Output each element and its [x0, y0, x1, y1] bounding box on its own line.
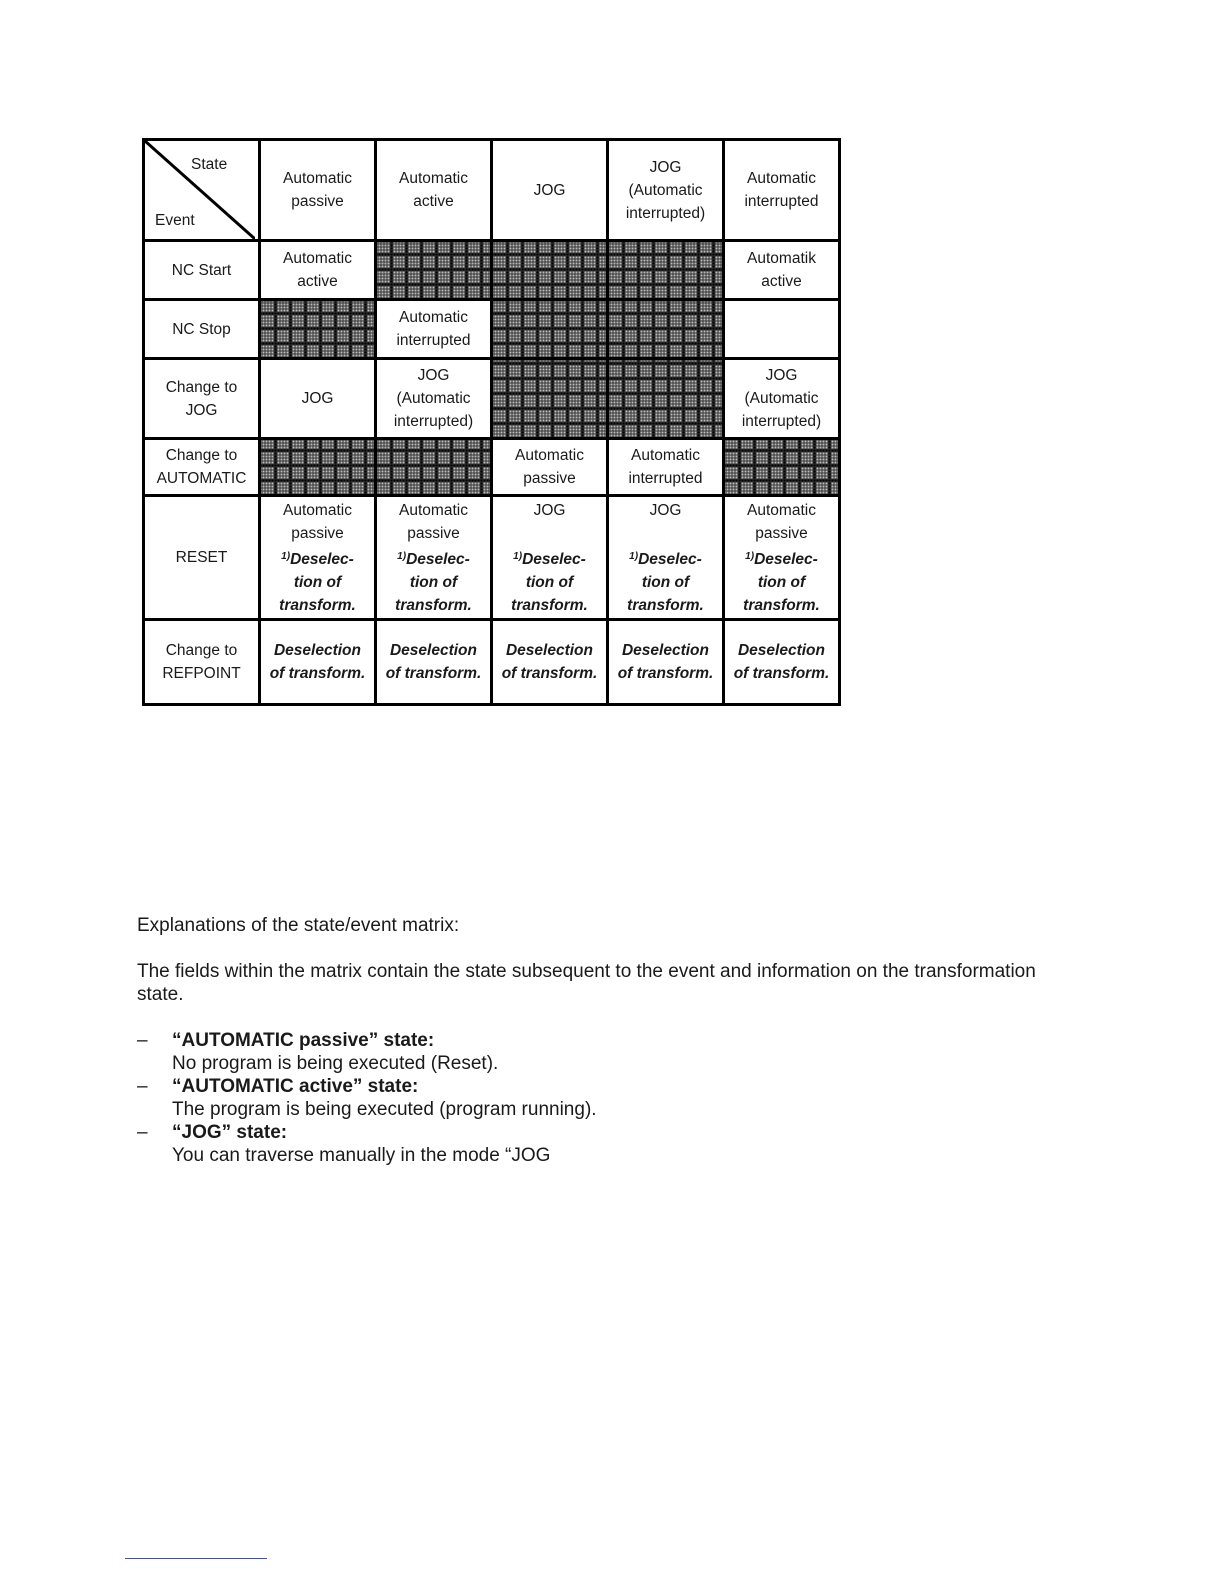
column-header-line: Automatic — [399, 170, 468, 187]
reset-note-line: tion of — [641, 573, 690, 591]
cell-state-line: Automatic — [283, 250, 352, 267]
matrix-cell — [376, 359, 492, 439]
matrix-cell-hatched — [608, 300, 724, 359]
reset-note-text: Deselec- — [406, 550, 470, 568]
matrix-cell — [260, 620, 376, 705]
matrix-cell — [492, 496, 608, 620]
explanations — [137, 914, 1037, 1167]
deselection-note-line: of transform. — [733, 665, 830, 682]
deselection-note-line: Deselection — [737, 642, 825, 659]
reset-note-line: tion of — [757, 573, 806, 591]
matrix-cell — [260, 241, 376, 300]
matrix-cell — [376, 496, 492, 620]
column-header-line: interrupted — [744, 193, 819, 210]
footnote-mark: 1) — [629, 550, 639, 562]
deselection-note-line: of transform. — [269, 665, 366, 682]
footnote-mark: 1) — [745, 550, 755, 562]
event-label-line: NC Stop — [172, 320, 231, 338]
event-label-cell — [144, 620, 260, 705]
deselection-note-line: Deselection — [621, 642, 709, 659]
footnote-mark: 1) — [281, 550, 291, 562]
matrix-cell-hatched — [724, 439, 840, 496]
cell-state-line — [609, 522, 722, 545]
matrix-cell — [376, 620, 492, 705]
deselection-note-line: of transform. — [501, 665, 598, 682]
list-dash: – — [137, 1076, 148, 1097]
reset-note-line: transform. — [395, 596, 472, 614]
matrix-row-change-to-automatic — [144, 439, 840, 496]
cell-state-line: Automatic — [747, 501, 816, 519]
matrix-cell — [608, 496, 724, 620]
event-label-line: REFPOINT — [162, 665, 241, 682]
event-label-line: NC Start — [171, 261, 232, 279]
matrix-row-reset — [144, 496, 840, 620]
cell-state-line: Automatic — [399, 309, 468, 326]
column-header-automatic-passive — [260, 140, 376, 241]
corner-state-label: State — [191, 156, 228, 173]
state-event-matrix — [142, 138, 841, 706]
reset-note-line: transform. — [743, 596, 820, 614]
cell-state-line: passive — [291, 524, 344, 542]
reset-note-line: transform. — [279, 596, 356, 614]
column-header-line: passive — [291, 193, 344, 210]
explanation-item — [137, 1121, 1037, 1167]
cell-state-line: interrupted) — [741, 413, 822, 430]
deselection-note-line: of transform. — [617, 665, 714, 682]
cell-state-line: Automatic — [515, 447, 584, 464]
deselection-note-line: of transform. — [385, 665, 482, 682]
explanation-item — [137, 1075, 1037, 1121]
explanations-title: Explanations of the state/event matrix: — [137, 915, 460, 936]
matrix-row-change-to-jog — [144, 359, 840, 439]
reset-note-text: Deselec- — [638, 550, 702, 568]
reset-note-line — [493, 545, 606, 571]
column-header-line: Automatic — [747, 170, 816, 187]
cell-state-line: interrupted — [628, 470, 703, 487]
matrix-cell-hatched — [608, 359, 724, 439]
column-header-line: JOG — [649, 158, 682, 176]
cell-state-line: (Automatic — [744, 390, 819, 407]
column-header-line: active — [413, 193, 454, 210]
cell-state-line: interrupted) — [393, 413, 474, 430]
matrix-cell — [492, 439, 608, 496]
event-label-line: Change to — [165, 378, 238, 396]
event-label-cell — [144, 241, 260, 300]
reset-note-line: tion of — [293, 573, 342, 591]
matrix-cell-hatched — [608, 241, 724, 300]
matrix-body — [144, 140, 840, 705]
explanation-item — [137, 1029, 1037, 1075]
cell-state-line: passive — [407, 524, 460, 542]
column-header-line: (Automatic — [628, 181, 703, 199]
cell-state-line: JOG — [533, 501, 566, 519]
matrix-cell-hatched — [260, 439, 376, 496]
column-header-line: JOG — [533, 181, 566, 199]
list-dash: – — [137, 1122, 148, 1143]
column-header-jog-automatic-interrupted — [608, 140, 724, 241]
explanation-text: No program is being executed (Reset). — [172, 1053, 499, 1074]
cell-state-line: Automatic — [399, 501, 468, 519]
event-label-line: RESET — [175, 549, 228, 566]
matrix-row-change-to-refpoint — [144, 620, 840, 705]
cell-state-line: passive — [755, 524, 808, 542]
cell-state-line: (Automatic — [396, 390, 471, 407]
reset-note-line — [377, 545, 490, 571]
cell-state-line: JOG — [301, 390, 334, 407]
event-label-line: Change to — [165, 447, 238, 464]
matrix-cell — [492, 620, 608, 705]
matrix-cell — [608, 439, 724, 496]
corner-cell — [144, 140, 260, 241]
explanation-text: You can traverse manually in the mode “JOG — [172, 1145, 551, 1166]
cell-state-line: Automatic — [283, 501, 352, 519]
event-label-cell — [144, 300, 260, 359]
column-header-line: Automatic — [283, 170, 352, 187]
explanation-text: The program is being executed (program running). — [172, 1099, 597, 1120]
matrix-cell-hatched — [376, 439, 492, 496]
event-label-line: JOG — [185, 401, 218, 419]
reset-note-line: tion of — [409, 573, 458, 591]
cell-state-line: Automatik — [747, 250, 816, 267]
matrix-cell — [608, 620, 724, 705]
corner-event-label: Event — [155, 212, 195, 229]
footnote-mark: 1) — [397, 550, 407, 562]
matrix-cell — [376, 300, 492, 359]
explanation-heading: “AUTOMATIC active” state: — [172, 1076, 419, 1097]
matrix-cell — [724, 620, 840, 705]
footnote-mark: 1) — [513, 550, 523, 562]
explanations-paragraph: The fields within the matrix contain the state subsequent to the event and information on the transformation state. — [137, 961, 1036, 1005]
footnote-separator — [125, 1558, 267, 1559]
matrix-cell — [724, 359, 840, 439]
cell-state-line: JOG — [417, 367, 450, 384]
matrix-cell — [724, 496, 840, 620]
event-label-line: Change to — [165, 642, 238, 659]
cell-state-line: passive — [523, 470, 576, 487]
matrix-row-nc-start — [144, 241, 840, 300]
reset-note-text: Deselec- — [522, 550, 586, 568]
matrix-cell-hatched — [492, 300, 608, 359]
matrix-cell — [724, 300, 840, 359]
reset-note-line: tion of — [525, 573, 574, 591]
cell-state-line — [493, 522, 606, 545]
column-header-automatic-interrupted — [724, 140, 840, 241]
cell-state-line: active — [761, 273, 802, 290]
matrix-cell-hatched — [376, 241, 492, 300]
cell-state-line: interrupted — [396, 332, 471, 349]
reset-note-text: Deselec- — [290, 550, 354, 568]
cell-state-line: Automatic — [631, 447, 700, 464]
deselection-note-line: Deselection — [505, 642, 593, 659]
matrix-row-nc-stop — [144, 300, 840, 359]
matrix-cell — [260, 496, 376, 620]
deselection-note-line: Deselection — [273, 642, 361, 659]
explanation-heading: “AUTOMATIC passive” state: — [172, 1030, 435, 1051]
reset-note-line — [609, 545, 722, 571]
cell-state-line: JOG — [765, 367, 798, 384]
deselection-note-line: Deselection — [389, 642, 477, 659]
reset-note-line — [261, 545, 374, 571]
explanation-heading: “JOG” state: — [172, 1122, 288, 1143]
column-header-jog — [492, 140, 608, 241]
reset-note-text: Deselec- — [754, 550, 818, 568]
matrix-cell-hatched — [260, 300, 376, 359]
cell-state-line: JOG — [649, 501, 682, 519]
matrix-header-row — [144, 140, 840, 241]
event-label-cell — [144, 439, 260, 496]
matrix-cell-hatched — [492, 359, 608, 439]
matrix-cell-hatched — [492, 241, 608, 300]
matrix-cell — [724, 241, 840, 300]
reset-note-line: transform. — [627, 596, 704, 614]
matrix-cell — [260, 359, 376, 439]
event-label-cell — [144, 496, 260, 620]
event-label-cell — [144, 359, 260, 439]
cell-state-line: active — [297, 273, 338, 290]
column-header-line: interrupted) — [625, 204, 706, 222]
list-dash: – — [137, 1030, 148, 1051]
event-label-line: AUTOMATIC — [156, 470, 247, 487]
column-header-automatic-active — [376, 140, 492, 241]
reset-note-line: transform. — [511, 596, 588, 614]
reset-note-line — [725, 545, 838, 571]
